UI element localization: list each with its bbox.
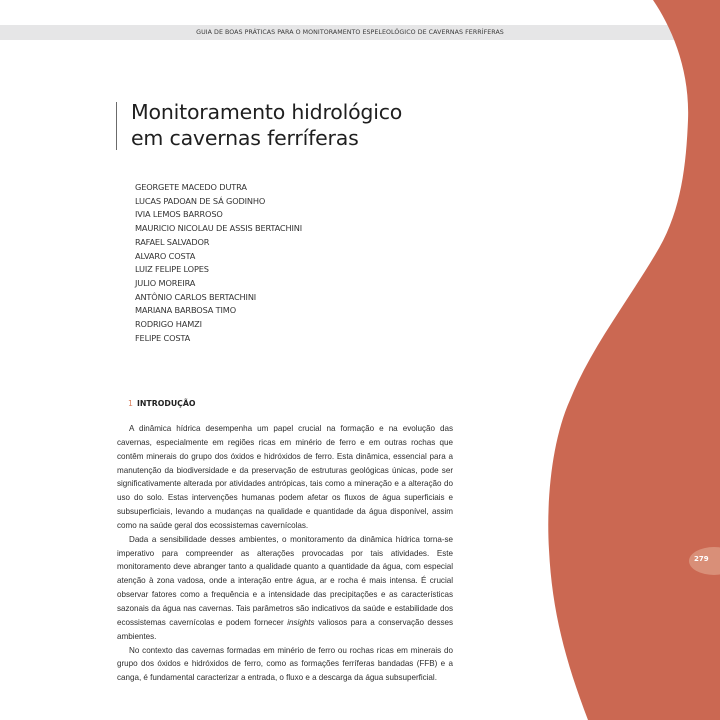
author-name: JULIO MOREIRA — [135, 277, 196, 288]
section-number: 1 — [128, 399, 133, 408]
paragraph — [117, 533, 453, 644]
title-accent-rule — [116, 102, 117, 150]
author-name: RAFAEL SALVADOR — [135, 236, 210, 247]
author-name: LUIZ FELIPE LOPES — [135, 264, 209, 275]
author-name: FELIPE COSTA — [135, 332, 191, 343]
chapter-title-line-1: Monitoramento hidrológico — [131, 100, 403, 124]
author-name: MARIANA BARBOSA TIMO — [135, 305, 236, 316]
chapter-title — [131, 99, 402, 151]
running-header-title: GUIA DE BOAS PRÁTICAS PARA O MONITORAMENTO ESPELEOLÓGICO DE CAVERNAS FERRÍFERAS — [196, 29, 504, 36]
author-name: RODRIGO HAMZI — [135, 319, 202, 330]
author-name: ANTÔNIO CARLOS BERTACHINI — [135, 291, 257, 302]
author-name: IVIA LEMOS BARROSO — [135, 209, 223, 220]
author-name: LUCAS PADOAN DE SÁ GODINHO — [135, 195, 266, 206]
author-name: GEORGETE MACEDO DUTRA — [135, 182, 247, 192]
author-list — [135, 181, 302, 345]
italic-term: insights — [287, 617, 315, 627]
body-text — [117, 422, 453, 685]
section-heading — [128, 399, 196, 408]
paragraph: A dinâmica hídrica desempenha um papel crucial na formação e na evolução das cavernas, especialmente em regiões ricas em minério de ferro e em outras rochas que contêm minerais do grupo dos óxidos e hidróxidos de ferro. Esta dinâmica, essencial para a manutenção da biodiversidade e da preservação de estruturas geológicas únicas, pode ser significativamente alterada por atividades antrópicas, tais como a mineração e a alteração do uso do solo. Estas intervenções humanas podem afetar os fluxos de água superficiais e subsuperficiais, levando a mudanças na qualidade e quantidade da água disponível, assim como na saúde geral dos ecossistemas cavernícolas. — [117, 424, 453, 530]
page-number: 279 — [694, 555, 709, 563]
paragraph-text: Dada a sensibilidade desses ambientes, o monitoramento da dinâmica hídrica torna-se imperativo para compreender as alterações provocadas por tais atividades. Este monitoramento deve abranger tanto a qualidade quanto a quantidade da água, com especial atenção à zona vadosa, onde a interação entre água, ar e rocha é mais intensa. É crucial observar fatores como a frequência e a intensidade das precipitações e as características sazonais da água nas cavernas. Tais parâmetros são indicativos da saúde e estabilidade dos ecossistemas cavernícolas e podem fornecer — [117, 534, 453, 627]
author-name: ALVARO COSTA — [135, 250, 196, 261]
paragraph-text: valiosos para a conservação desses ambientes. — [117, 617, 454, 641]
chapter-title-line-2: em cavernas ferríferas — [131, 126, 359, 150]
section-title: INTRODUÇÃO — [136, 399, 196, 408]
paragraph: No contexto das cavernas formadas em minério de ferro ou rochas ricas em minerais do grupo dos óxidos e hidróxidos de ferro, como as formações ferríferas bandadas (FFB) e a canga, é fundamental caracterizar a entrada, o fluxo e a descarga da água subsuperficial. — [117, 645, 453, 683]
author-name: MAURICIO NICOLAU DE ASSIS BERTACHINI — [135, 223, 303, 234]
